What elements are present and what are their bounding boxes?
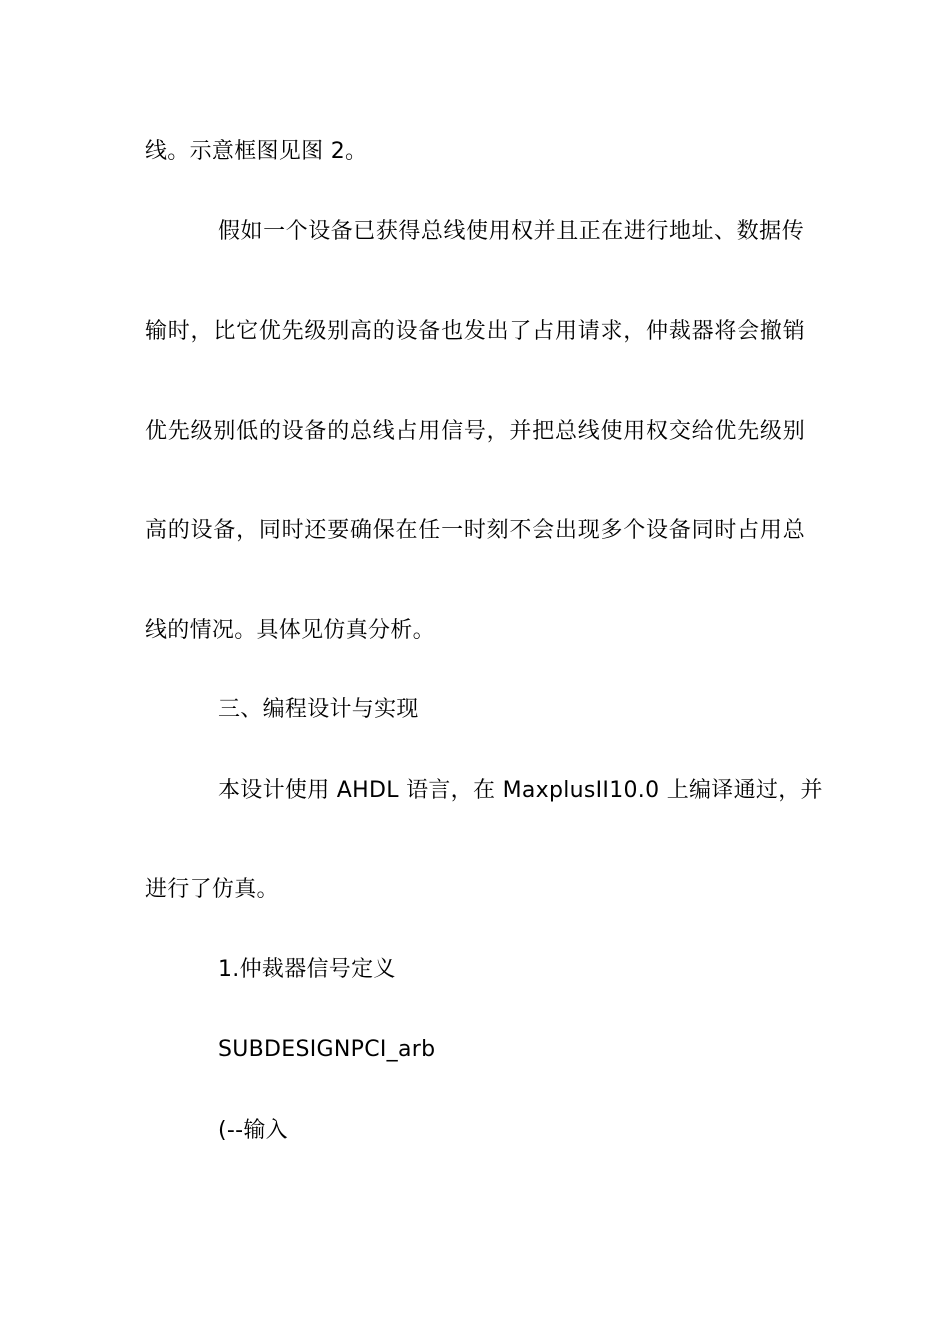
paragraph-line: 线。示意框图见图 2。 [145,139,368,164]
paragraph-line: 输时，比它优先级别高的设备也发出了占用请求，仲裁器将会撤销 [145,319,805,344]
code-line: (--输入 [218,1118,288,1143]
paragraph-line: 高的设备，同时还要确保在任一时刻不会出现多个设备同时占用总 [145,518,805,543]
paragraph-line: 线的情况。具体见仿真分析。 [145,618,435,643]
paragraph-line: 进行了仿真。 [145,877,279,902]
section-heading: 三、编程设计与实现 [218,697,419,722]
code-line: SUBDESIGNPCI_arb [218,1037,436,1062]
paragraph-line: 优先级别低的设备的总线占用信号，并把总线使用权交给优先级别 [145,419,805,444]
paragraph-line: 假如一个设备已获得总线使用权并且正在进行地址、数据传 [218,219,804,244]
paragraph-line: 本设计使用 AHDL 语言，在 MaxplusII10.0 上编译通过，并 [218,778,823,803]
subsection-heading: 1.仲裁器信号定义 [218,957,396,982]
